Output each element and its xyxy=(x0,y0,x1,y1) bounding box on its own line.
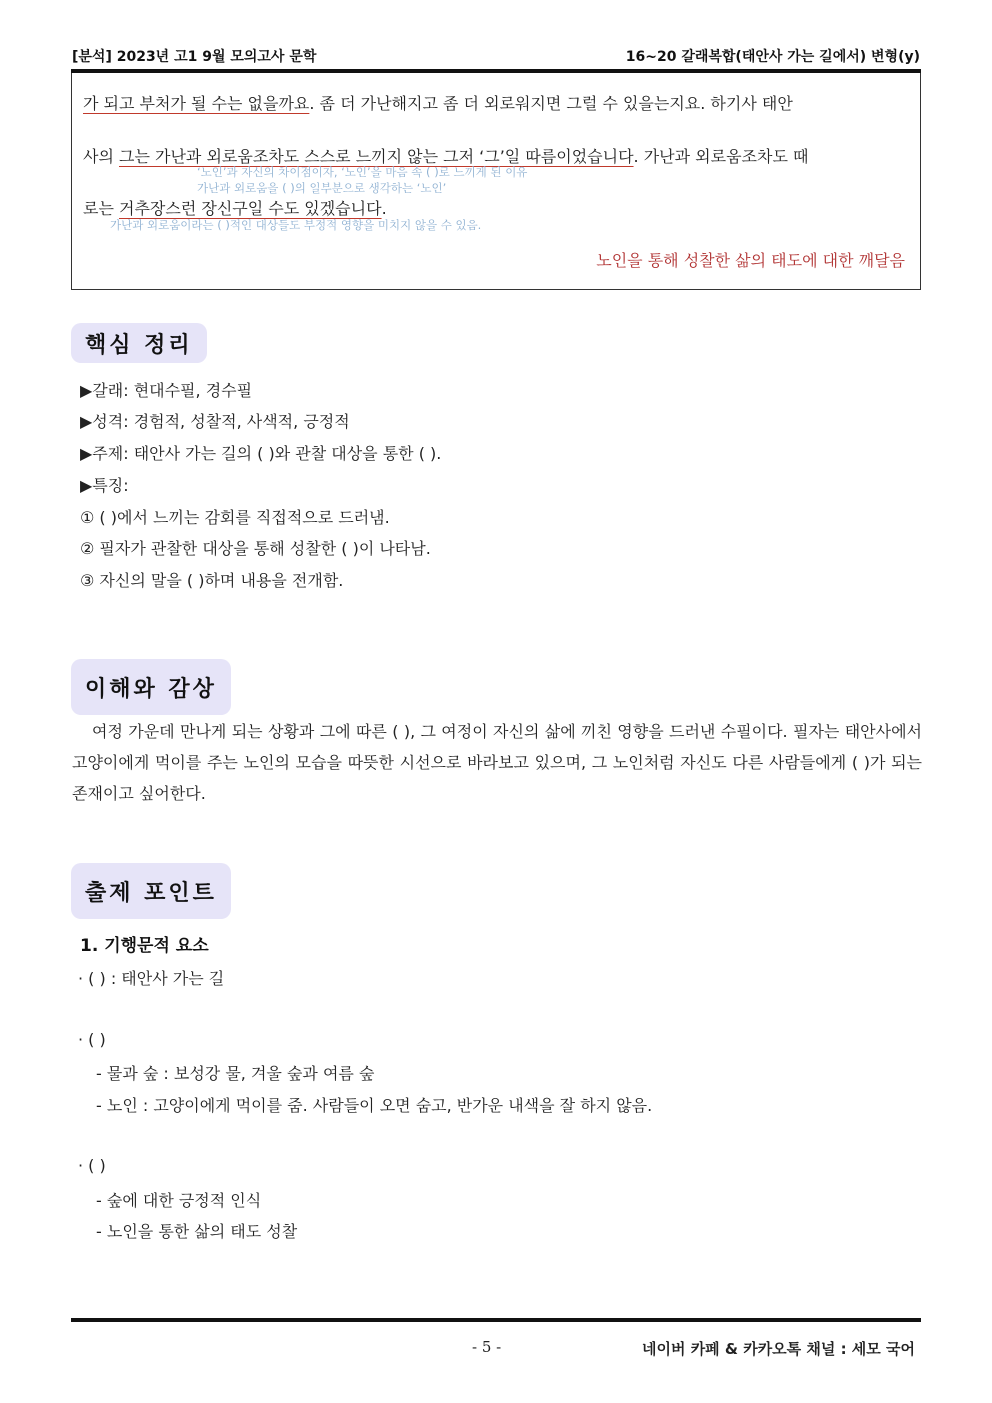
points-sub-forest-view: - 숲에 대한 긍정적 인식 xyxy=(96,1191,262,1210)
core-item-features: ▶특징: xyxy=(80,476,129,495)
points-item-impression: · ( ) xyxy=(78,1156,106,1175)
core-item-character: ▶성격: 경험적, 성찰적, 사색적, 긍정적 xyxy=(80,412,350,431)
core-feature-2: ② 필자가 관찰한 대상을 통해 성찰한 ( )이 나타남. xyxy=(80,539,431,558)
annotation-1: ‘노인’과 자신의 차이점이자, ‘노인’을 마음 속 ( )로 느끼게 된 이유 xyxy=(197,165,528,179)
header-left-title: [분석] 2023년 고1 9월 모의고사 문학 xyxy=(72,49,317,65)
footer-rule xyxy=(71,1318,921,1322)
annotation-3: 가난과 외로움이라는 ( )적인 대상들도 부정적 영향을 미치지 않을 수 있음. xyxy=(110,218,482,232)
excerpt-underline-1: 가 되고 부처가 될 수는 없을까요 xyxy=(83,94,310,113)
points-subtitle: 1. 기행문적 요소 xyxy=(80,936,209,956)
points-sub-water-forest: - 물과 숲 : 보성강 물, 겨울 숲과 여름 숲 xyxy=(96,1064,375,1083)
core-feature-1: ① ( )에서 느끼는 감회를 직접적으로 드러냄. xyxy=(80,508,390,527)
core-item-theme: ▶주제: 태안사 가는 길의 ( )와 관찰 대상을 통한 ( ). xyxy=(80,444,442,463)
points-sub-old-man: - 노인 : 고양이에게 먹이를 줌. 사람들이 오면 숨고, 반가운 내색을 잘 하지 않음. xyxy=(96,1096,653,1115)
excerpt-line-1-rest: . 좀 더 가난해지고 좀 더 외로워지면 그럴 수 있을는지요. 하기사 태안 xyxy=(309,94,793,113)
excerpt-line-3-pre: 로는 xyxy=(83,199,119,218)
header-right-title: 16~20 갈래복합(태안사 가는 길에서) 변형(y) xyxy=(625,49,920,65)
annotation-2: 가난과 외로움을 ( )의 일부분으로 생각하는 ‘노인’ xyxy=(197,181,447,195)
excerpt-underline-3: 거추장스런 장신구일 수도 있겠습니다 xyxy=(119,199,382,218)
points-item-route: · ( ) : 태안사 가는 길 xyxy=(78,969,225,988)
points-sub-reflection: - 노인을 통한 삶의 태도 성찰 xyxy=(96,1222,298,1241)
excerpt-line-2-rest: . 가난과 외로움조차도 때 xyxy=(633,147,809,166)
points-item-observation: · ( ) xyxy=(78,1030,106,1049)
excerpt-summary: 노인을 통해 성찰한 삶의 태도에 대한 깨달음 xyxy=(596,251,905,270)
core-feature-3: ③ 자신의 말을 ( )하며 내용을 전개함. xyxy=(80,571,344,590)
section-title-points: 출제 포인트 xyxy=(71,863,231,919)
excerpt-underline-2: 그는 가난과 외로움조차도 스스로 느끼지 않는 그저 ‘그’일 따름이었습니다 xyxy=(119,147,634,166)
core-item-genre: ▶갈래: 현대수필, 경수필 xyxy=(80,381,253,400)
excerpt-line-1 xyxy=(83,91,793,114)
excerpt-line-2-pre: 사의 xyxy=(83,147,119,166)
section-title-appreciation: 이해와 감상 xyxy=(71,659,231,715)
excerpt-line-3-rest: . xyxy=(381,199,387,218)
page-number: - 5 - xyxy=(472,1338,502,1356)
excerpt-line-3 xyxy=(83,196,387,219)
footer-channel: 네이버 카페 & 카카오톡 채널 : 세모 국어 xyxy=(642,1340,915,1358)
section-title-core: 핵심 정리 xyxy=(71,323,207,363)
appreciation-body: 여정 가운데 만나게 되는 상황과 그에 따른 ( ), 그 여정이 자신의 삶에 끼친 영향을 드러낸 수필이다. 필자는 태안사에서 고양이에게 먹이를 주는 노인의 모습을 따뜻한 시선으로 바라보고 있으며, 그 노인처럼 자신도 다른 사람들에게 ( )가 되는 존재이고 싶어한다. xyxy=(72,722,922,803)
